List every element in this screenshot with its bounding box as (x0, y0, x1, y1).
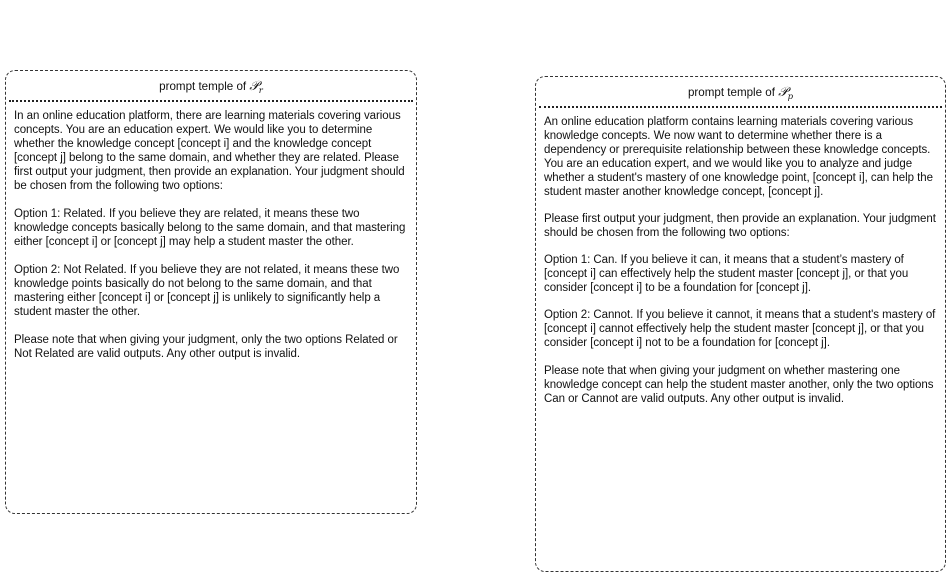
title-symbol: 𝒫 (249, 79, 259, 94)
prompt-paragraph-option-1: Option 1: Can. If you believe it can, it means that a student’s mastery of [concept i] can effectively help the student master [concept j], or that you consider [concept i] to be a foundation for [concept j]. (544, 254, 909, 295)
prompt-box-title (539, 77, 942, 108)
title-math-symbol (778, 85, 793, 100)
prompt-box-body (536, 108, 945, 406)
title-text: prompt temple of (159, 80, 250, 93)
prompt-box-prerequisite (535, 76, 946, 572)
prompt-paragraph-intro: An online education platform contains learning materials covering various knowledge concepts. We now want to determine whether there is a dependency or prerequisite relationship between these knowledge concepts. You are an education expert, and we would like you to analyze and judge whether a student's mastery of one knowledge point, [concept i], can help the student master another knowledge concept, [concept j]. (544, 116, 933, 198)
prompt-paragraph-note: Please note that when giving your judgment, only the two options Related or Not Related are valid outputs. Any other output is invalid. (14, 334, 398, 361)
prompt-paragraph-intro: In an online education platform, there are learning materials covering various concepts. You are an education expert. We would like you to determine whether the knowledge concept [concept i] and the knowledge concept [concept j] belong to the same domain, and whether they are related. Please first output your judgment, then provide an explanation. Your judgment should be chosen from the following two options: (14, 110, 405, 192)
prompt-paragraph-option-1: Option 1: Related. If you believe they are related, it means these two knowledge concepts basically belong to the same domain, and that mastering either [concept i] or [concept j] may help a student master the other. (14, 207, 406, 248)
prompt-paragraph-option-2: Option 2: Cannot. If you believe it cannot, it means that a student's mastery of [concept i] cannot effectively help the student master [concept j], or that you consider [concept i] not to be a foundation for [concept j]. (544, 309, 936, 350)
title-symbol: 𝒫 (778, 85, 788, 100)
prompt-box-related (5, 70, 417, 514)
title-subscript: p (787, 92, 794, 102)
prompt-box-title (9, 71, 413, 102)
prompt-paragraph-note: Please note that when giving your judgment on whether mastering one knowledge concept can help the student master another, only the two options Can or Cannot are valid outputs. Any other output is invalid. (544, 364, 934, 405)
title-text: prompt temple of (687, 86, 779, 99)
prompt-box-body (6, 102, 416, 362)
title-subscript: r (258, 86, 263, 96)
prompt-paragraph-option-2: Option 2: Not Related. If you believe they are not related, it means these two knowledge points basically do not belong to the same domain, and that mastering either [concept i] or [concept j] is unlikely to significantly help a student master the other. (14, 264, 400, 318)
title-math-symbol (249, 79, 262, 94)
prompt-paragraph-instruction: Please first output your judgment, then provide an explanation. Your judgment should be chosen from the following two options: (544, 212, 936, 239)
